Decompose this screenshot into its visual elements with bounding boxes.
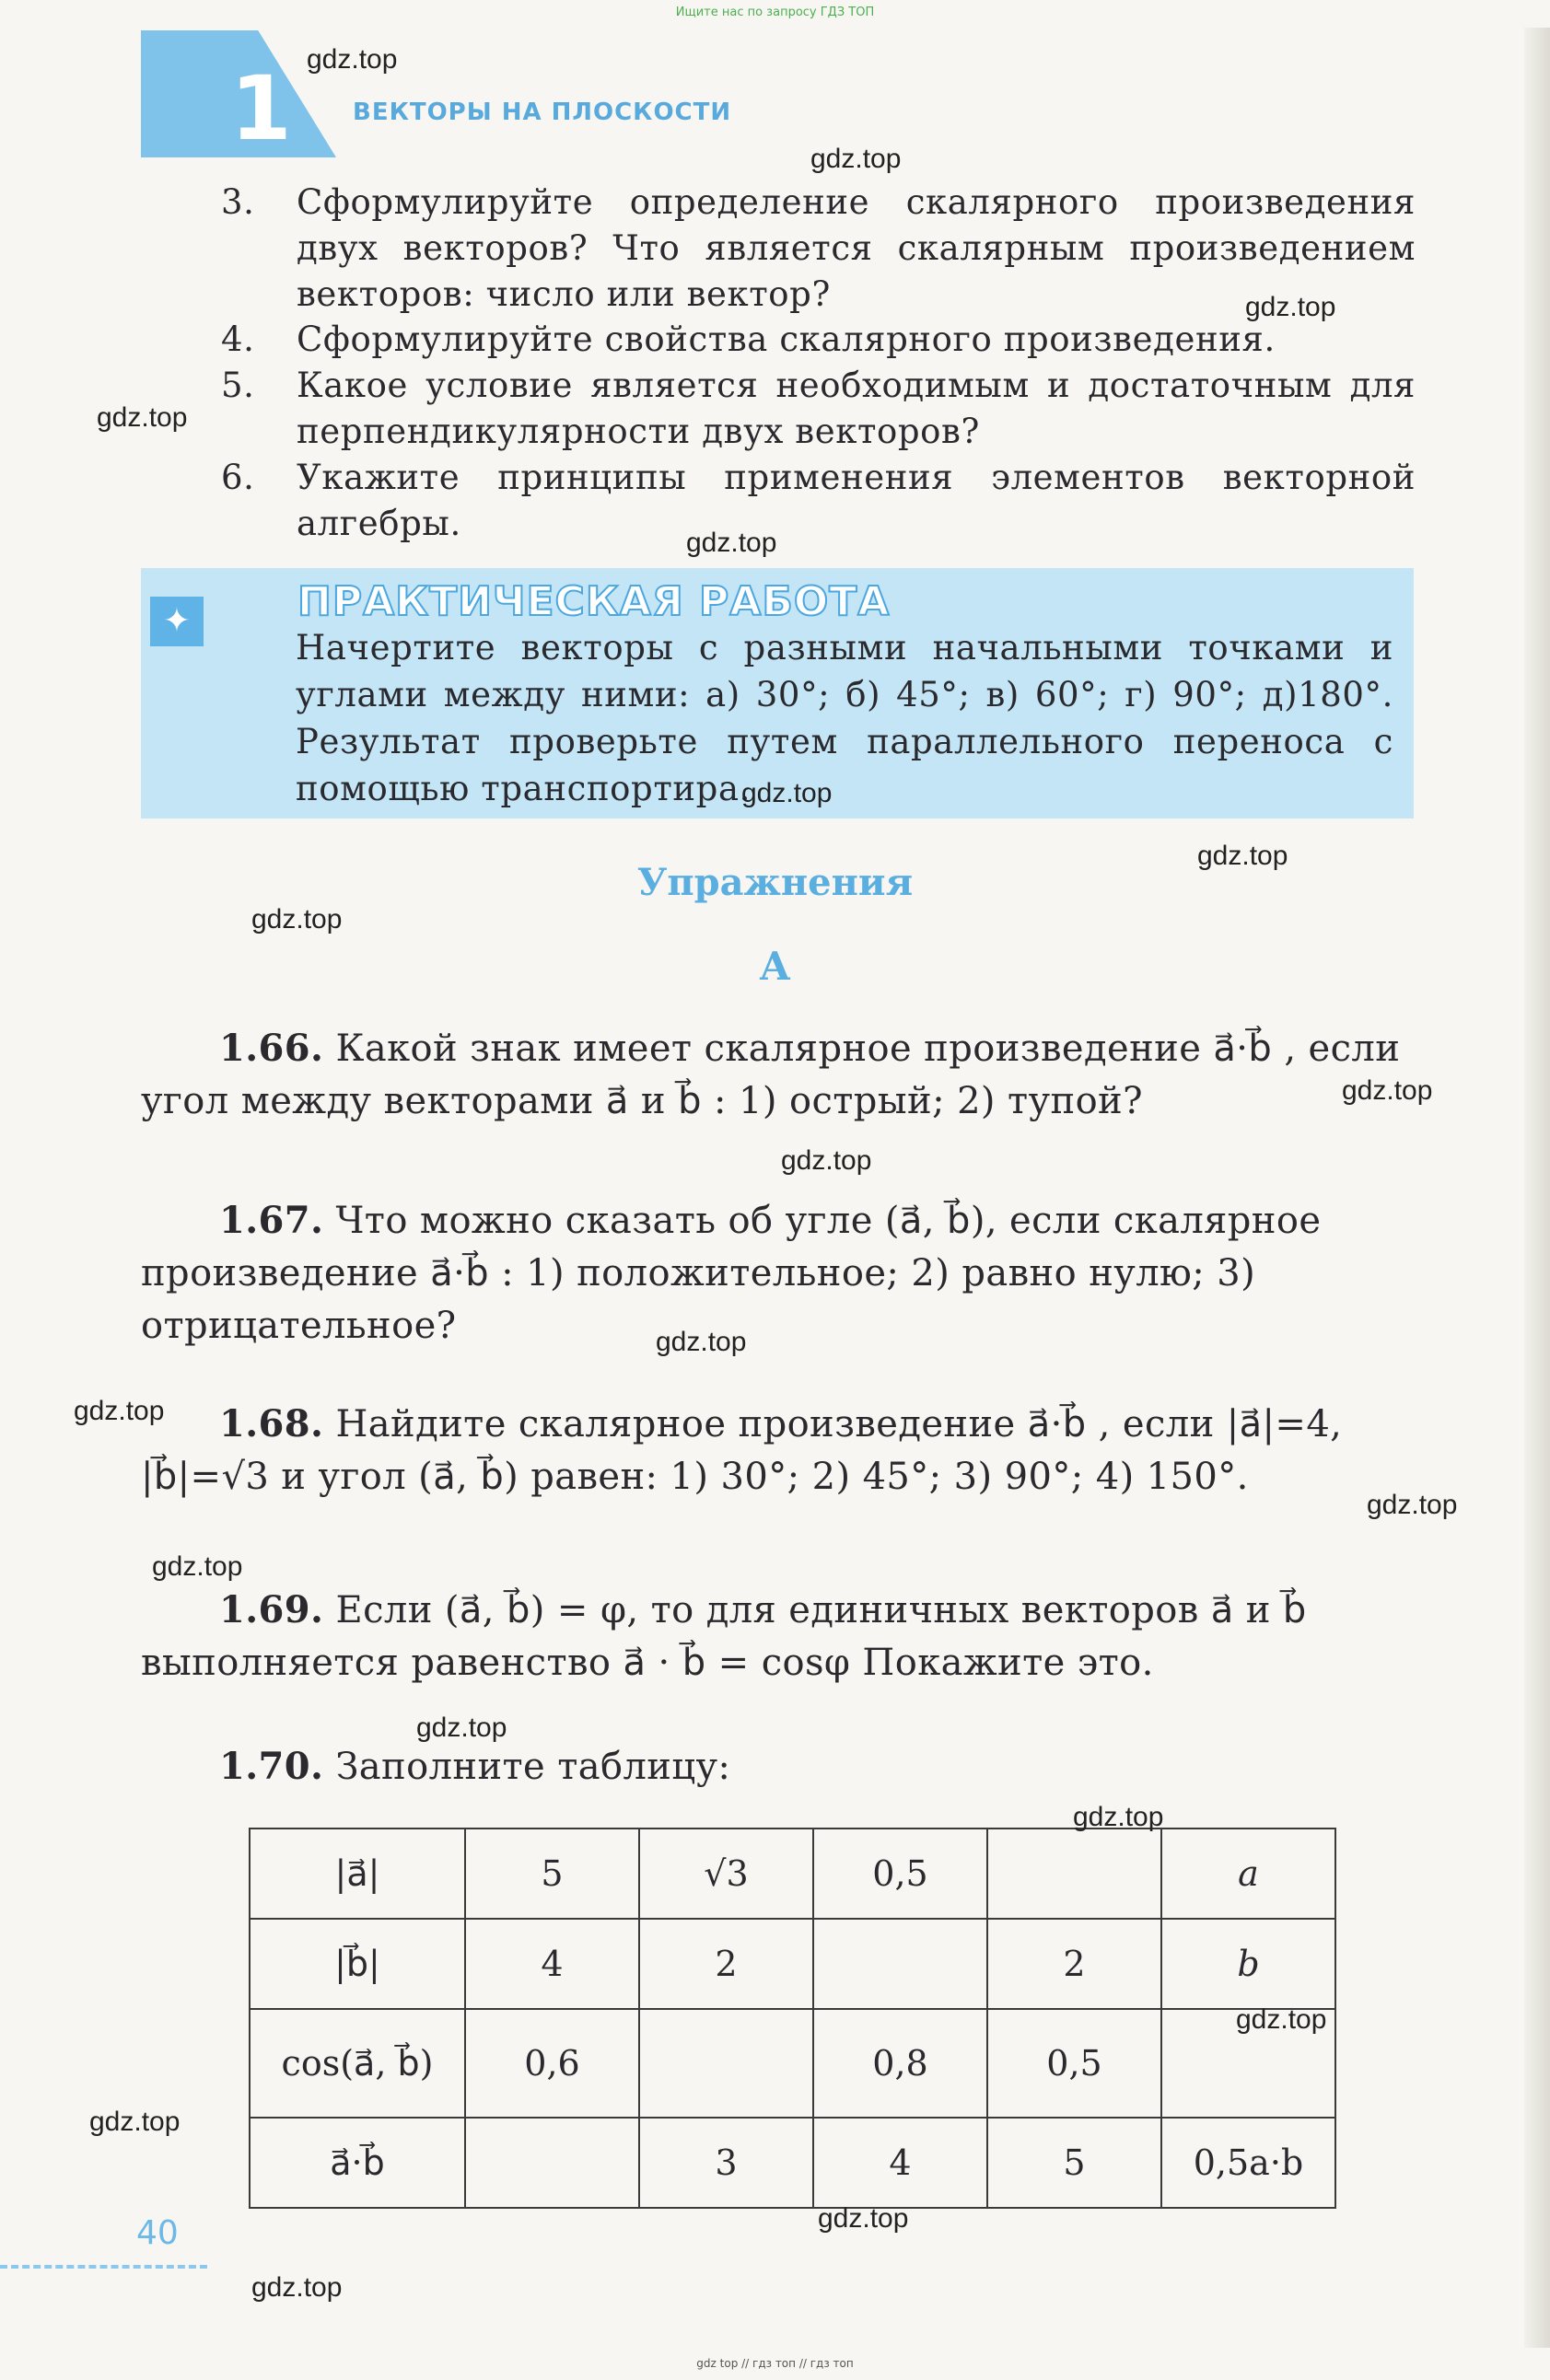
question-number: 5. [221, 366, 255, 405]
watermark: gdz.top [1342, 1075, 1433, 1106]
exercise-text: Если (a⃗, b⃗) = φ, то для единичных векторов a⃗ и b⃗ выполняется равенство a⃗ · b⃗ = cosφ Покажите это. [141, 1589, 1307, 1684]
exercise-text: Что можно сказать об угле (a⃗, b⃗), если скалярное произведение a⃗·b⃗ : 1) положительное; 2) равно нулю; 3) отрицательное? [141, 1200, 1322, 1347]
table-row [250, 1919, 1335, 2009]
practice-title: ПРАКТИЧЕСКАЯ РАБОТА [297, 578, 891, 625]
practice-text: Начертите векторы с разными начальными точками и углами между ними: а) 30°; б) 45°; в) 60°; г) 90°; д)180°. Результат проверьте путем параллельного переноса с помощью транспортира. [296, 628, 1393, 808]
question-text: Укажите принципы применения элементов векторной алгебры. [297, 458, 1416, 543]
question-text: Какое условие является необходимым и достаточным для перпендикулярности двух векторов? [297, 366, 1416, 451]
exercise-number: 1.67. [219, 1199, 324, 1242]
exercise-number: 1.70. [219, 1745, 324, 1788]
watermark: gdz.top [74, 1396, 165, 1426]
table-cell: 5 [987, 2118, 1161, 2208]
watermark: gdz.top [251, 904, 343, 935]
table-cell: |b⃗| [250, 1919, 465, 2009]
exercise-1-67 [141, 1194, 1414, 1353]
watermark: gdz.top [810, 144, 902, 174]
bottom-note: gdz top // гдз топ // гдз топ [696, 2357, 854, 2370]
star-icon: ✦ [150, 597, 204, 646]
question-text: Сформулируйте свойства скалярного произведения. [297, 319, 1276, 359]
watermark: gdz.top [656, 1327, 747, 1357]
table-cell: 0,5 [987, 2009, 1161, 2118]
table-cell [465, 2118, 639, 2208]
table-cell: 0,5a·b [1161, 2118, 1335, 2208]
watermark: gdz.top [89, 2107, 181, 2137]
top-note: Ищите нас по запросу ГДЗ ТОП [675, 6, 875, 19]
watermark: gdz.top [781, 1145, 872, 1176]
exercise-number: 1.66. [219, 1027, 324, 1070]
table-cell: 0,5 [813, 1829, 987, 1919]
chapter-number: 1 [230, 57, 292, 160]
watermark: gdz.top [1197, 841, 1288, 871]
page-number: 40 [136, 2214, 179, 2252]
page-edge [1524, 28, 1550, 2348]
exercise-number: 1.68. [219, 1402, 324, 1445]
watermark: gdz.top [97, 402, 188, 433]
page-divider [0, 2265, 207, 2269]
watermark: gdz.top [1073, 1802, 1164, 1832]
vector-table [249, 1828, 1336, 2209]
table-cell: cos(a⃗, b⃗) [250, 2009, 465, 2118]
watermark: gdz.top [307, 44, 398, 75]
watermark: gdz.top [818, 2203, 909, 2234]
watermark: gdz.top [1367, 1490, 1458, 1520]
watermark: gdz.top [1245, 292, 1336, 322]
watermark: gdz.top [686, 528, 777, 558]
table-row [250, 2009, 1335, 2118]
exercise-text: Найдите скалярное произведение a⃗·b⃗ , если |a⃗|=4, |b⃗|=√3 и угол (a⃗, b⃗) равен: 1) 30°; 2) 45°; 3) 90°; 4) 150°. [141, 1403, 1343, 1498]
table-cell: |a⃗| [250, 1829, 465, 1919]
watermark: gdz.top [152, 1551, 243, 1582]
table-row [250, 2118, 1335, 2208]
question-text: Сформулируйте определение скалярного произведения двух векторов? Что является скалярным произведением векторов: число или вектор? [297, 182, 1416, 314]
table-cell: 4 [465, 1919, 639, 2009]
exercise-1-69 [141, 1584, 1414, 1689]
table-cell: 2 [639, 1919, 813, 2009]
table-cell: 5 [465, 1829, 639, 1919]
watermark: gdz.top [416, 1712, 507, 1743]
table-cell: √3 [639, 1829, 813, 1919]
table-cell: b [1161, 1919, 1335, 2009]
exercise-number: 1.69. [219, 1588, 324, 1631]
exercise-1-68 [141, 1398, 1414, 1503]
exercise-text: Заполните таблицу: [335, 1746, 731, 1788]
table-cell: a⃗·b⃗ [250, 2118, 465, 2208]
section-title: Упражнения [636, 861, 914, 904]
table-cell: a [1161, 1829, 1335, 1919]
table-cell: 4 [813, 2118, 987, 2208]
question-number: 6. [221, 458, 255, 497]
table-cell: 0,6 [465, 2009, 639, 2118]
table-cell: 3 [639, 2118, 813, 2208]
table-cell: 0,8 [813, 2009, 987, 2118]
table-cell [987, 1829, 1161, 1919]
watermark: gdz.top [1236, 2004, 1327, 2035]
section-letter: А [759, 944, 791, 989]
table-cell: 2 [987, 1919, 1161, 2009]
table-cell [639, 2009, 813, 2118]
watermark: gdz.top [251, 2272, 343, 2303]
exercise-text: Какой знак имеет скалярное произведение a⃗·b⃗ , если угол между векторами a⃗ и b⃗ : 1) острый; 2) тупой? [141, 1027, 1401, 1122]
exercise-1-70 [141, 1740, 1414, 1794]
question-number: 4. [221, 319, 255, 359]
table-cell [813, 1919, 987, 2009]
exercise-1-66 [141, 1022, 1414, 1128]
question-number: 3. [221, 182, 255, 222]
watermark: gdz.top [741, 778, 833, 808]
chapter-title: ВЕКТОРЫ НА ПЛОСКОСТИ [353, 99, 732, 126]
table-row [250, 1829, 1335, 1919]
